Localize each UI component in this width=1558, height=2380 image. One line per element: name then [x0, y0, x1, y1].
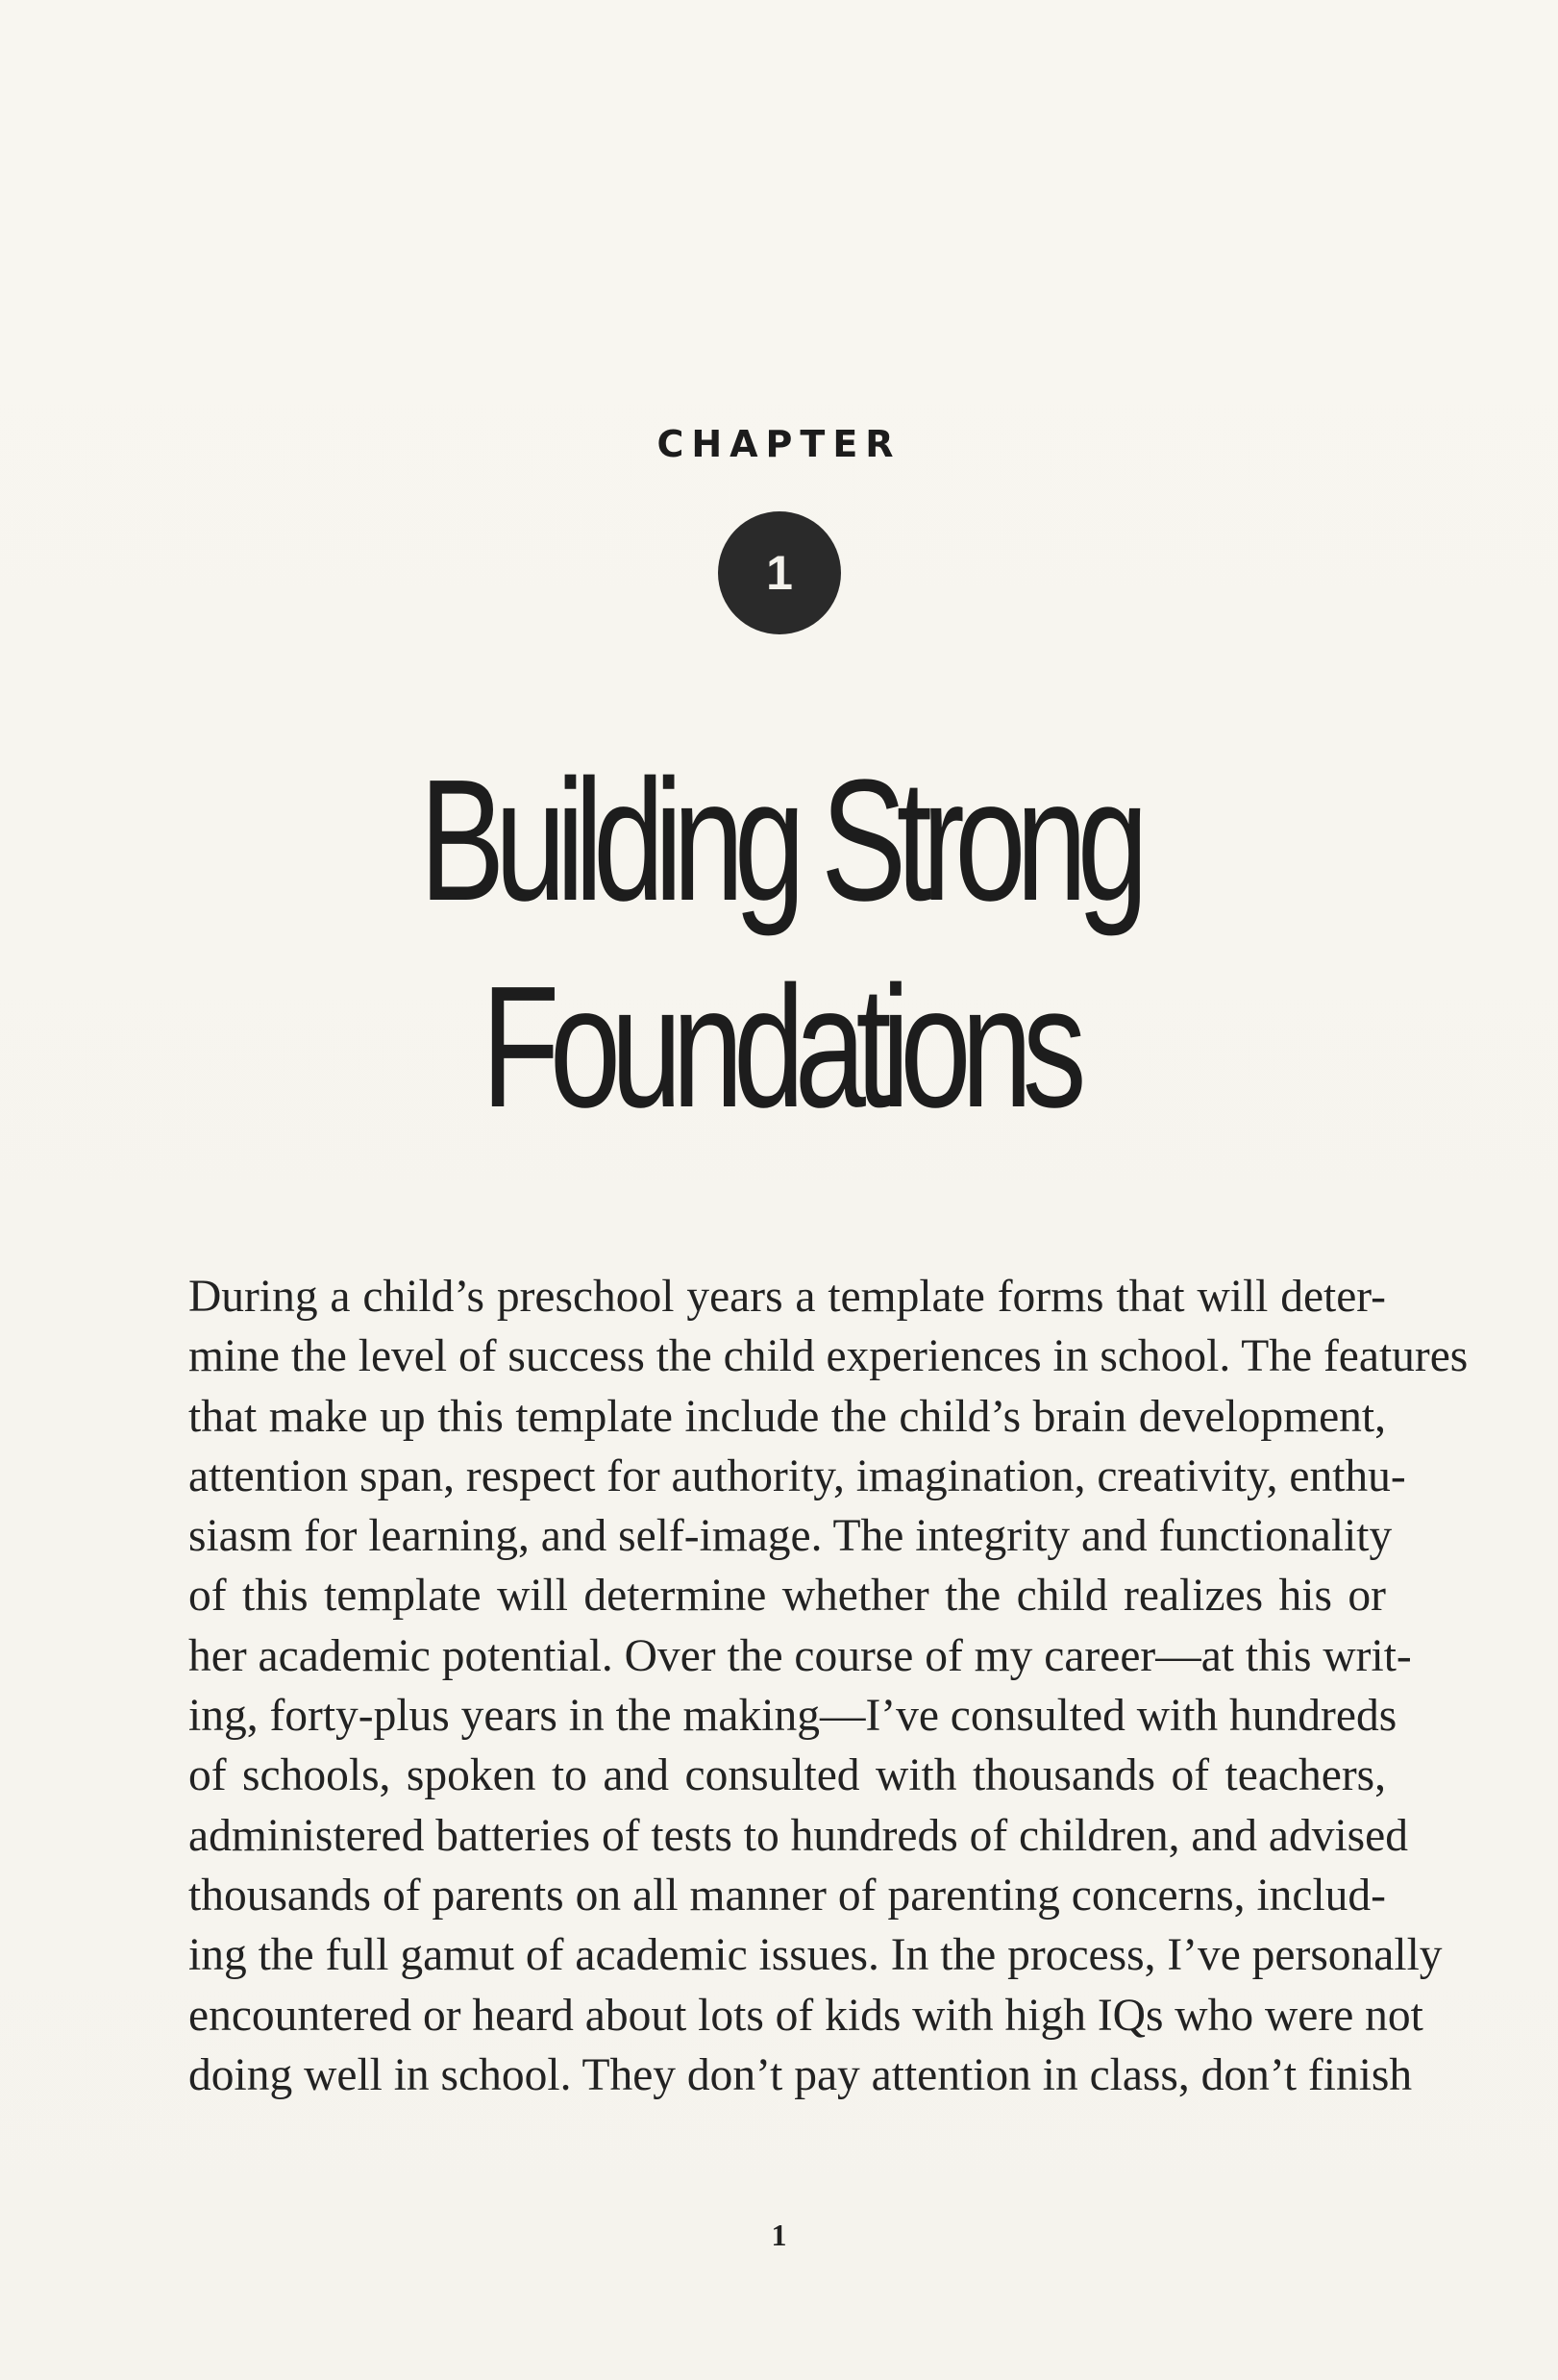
body-line: that make up this template include the child’s brain development, — [188, 1391, 1386, 1442]
body-line: doing well in school. They don’t pay attention in class, don’t finish — [188, 2049, 1413, 2100]
body-line: siasm for learning, and self-image. The integrity and functionality — [188, 1511, 1393, 1562]
body-line: thousands of parents on all manner of parenting concerns, includ- — [188, 1870, 1386, 1921]
body-line: encountered or heard about lots of kids with high IQs who were not — [188, 1990, 1423, 2041]
body-line: ing the full gamut of academic issues. In the process, I’ve personally — [188, 1930, 1443, 1981]
body-line: ing, forty-plus years in the making—I’ve consulted with hundreds — [188, 1691, 1397, 1742]
body-line: administered batteries of tests to hundreds of children, and advised — [188, 1810, 1408, 1861]
body-line: of schools, spoken to and consulted with thousands of teachers, — [188, 1750, 1386, 1801]
body-line: of this template will determine whether the child realizes his or — [188, 1571, 1386, 1622]
body-line: attention span, respect for authority, imagination, creativity, enthu- — [188, 1450, 1406, 1501]
page-number: 1 — [771, 2218, 787, 2252]
body-paragraph — [188, 1267, 1469, 2105]
chapter-title-line-1: Building Strong — [419, 744, 1139, 937]
chapter-label: CHAPTER — [656, 423, 902, 465]
body-line: mine the level of success the child experiences in school. The features — [188, 1331, 1469, 1382]
chapter-title-line-2: Foundations — [481, 951, 1077, 1144]
body-line: her academic potential. Over the course of my career—at this writ- — [188, 1630, 1412, 1681]
chapter-number-badge: 1 — [718, 511, 841, 634]
body-line: During a child’s preschool years a template forms that will deter- — [188, 1272, 1386, 1322]
